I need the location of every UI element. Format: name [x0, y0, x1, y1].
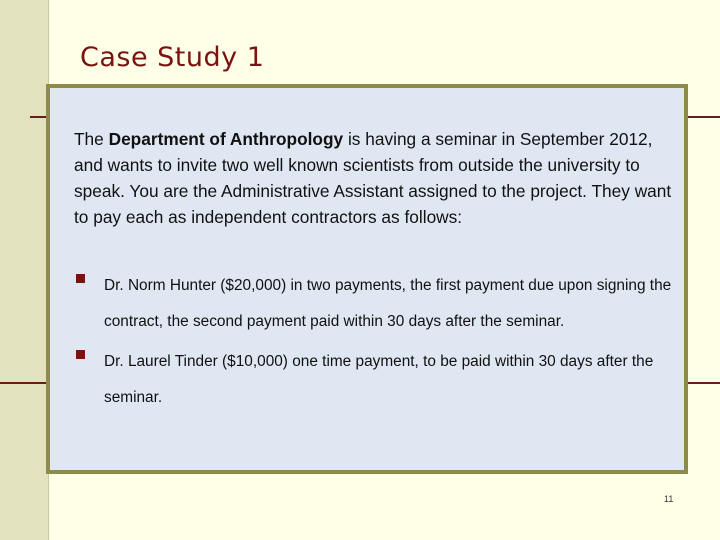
intro-suffix: is having a seminar in September 2012, and wants to invite two well known scientists from outside the university to speak. You are the Administrative Assistant assigned to the project. They want to pay each as independent contractors as follows:	[74, 129, 672, 227]
intro-prefix: The	[74, 129, 109, 149]
content-box	[46, 84, 688, 474]
bullet-square-icon	[76, 350, 85, 359]
page-number: 11	[664, 494, 674, 504]
bullet-text: Dr. Laurel Tinder ($10,000) one time payment, to be paid within 30 days after the seminar.	[104, 353, 654, 406]
left-decorative-strip	[0, 0, 48, 540]
list-item	[70, 268, 682, 340]
list-item	[70, 344, 682, 416]
bullet-list	[70, 276, 682, 428]
department-name: Department of Anthropology	[108, 129, 344, 149]
slide-title: Case Study 1	[80, 42, 265, 73]
bullet-text: Dr. Norm Hunter ($20,000) in two payments, the first payment due upon signing the contract, the second payment paid within 30 days after the seminar.	[104, 277, 672, 330]
bullet-square-icon	[76, 274, 85, 283]
intro-paragraph	[74, 126, 684, 230]
